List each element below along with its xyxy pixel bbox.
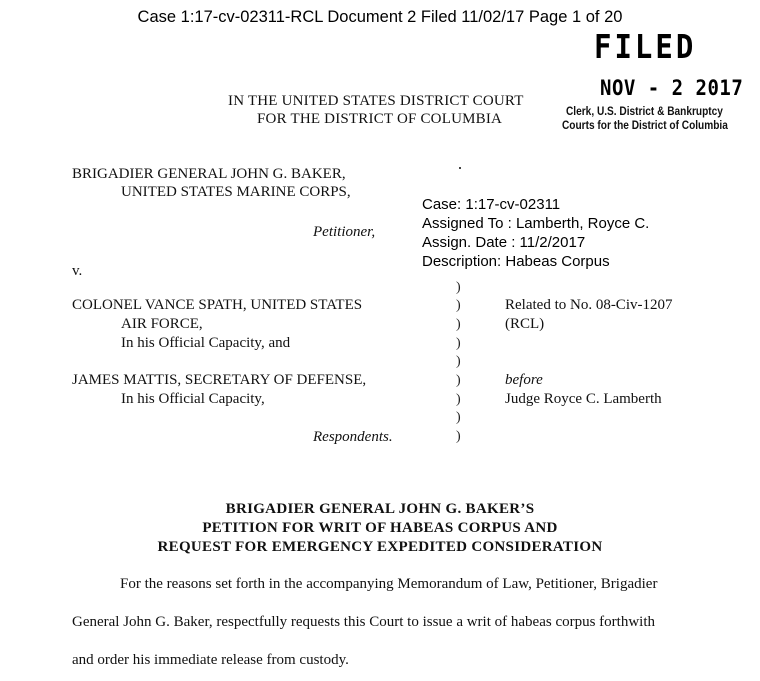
versus: v. — [72, 263, 83, 279]
petitioner-name: BRIGADIER GENERAL JOHN G. BAKER, — [72, 166, 346, 182]
stamp-filed-text: FILED — [594, 28, 697, 67]
petitioner-role: Petitioner, — [313, 224, 376, 240]
caption-paren: ) — [456, 392, 461, 407]
document-title-line-1: BRIGADIER GENERAL JOHN G. BAKER’S — [225, 501, 535, 517]
respondent-1-name: COLONEL VANCE SPATH, UNITED STATES — [72, 297, 363, 313]
scan-speck — [459, 167, 461, 169]
document-title-line-3: REQUEST FOR EMERGENCY EXPEDITED CONSIDERATION — [157, 539, 603, 555]
ecf-case-header: Case 1:17-cv-02311-RCL Document 2 Filed 11/02/17 Page 1 of 20 — [137, 8, 623, 26]
caption-paren: ) — [456, 298, 461, 313]
caption-paren: ) — [456, 336, 461, 351]
document-title-line-2: PETITION FOR WRIT OF HABEAS CORPUS AND — [202, 520, 558, 536]
stamp-clerk-line-2: Courts for the District of Columbia — [562, 120, 728, 132]
case-number: Case: 1:17-cv-02311 — [422, 196, 561, 213]
caption-paren: ) — [456, 429, 461, 444]
court-name: IN THE UNITED STATES DISTRICT COURT — [228, 93, 524, 109]
body-line-1: For the reasons set forth in the accompanying Memorandum of Law, Petitioner, Brigadier — [120, 576, 658, 592]
caption-paren: ) — [456, 354, 461, 369]
related-case-suffix: (RCL) — [505, 316, 545, 332]
assign-date: Assign. Date : 11/2/2017 — [422, 234, 586, 251]
caption-paren: ) — [456, 280, 461, 295]
case-description: Description: Habeas Corpus — [422, 253, 610, 270]
stamp-date: NOV - 2 2017 — [600, 76, 744, 101]
respondent-1-branch: AIR FORCE, — [121, 316, 203, 332]
caption-paren: ) — [456, 317, 461, 332]
assigned-to: Assigned To : Lamberth, Royce C. — [422, 215, 650, 232]
stamp-clerk-line-1: Clerk, U.S. District & Bankruptcy — [566, 106, 723, 118]
respondent-1-capacity: In his Official Capacity, and — [121, 335, 291, 351]
body-line-3: and order his immediate release from custody. — [72, 652, 349, 668]
petitioner-branch: UNITED STATES MARINE CORPS, — [121, 184, 351, 200]
before-label: before — [505, 372, 543, 388]
respondent-2-name: JAMES MATTIS, SECRETARY OF DEFENSE, — [72, 372, 367, 388]
body-line-2: General John G. Baker, respectfully requests this Court to issue a writ of habeas corpus forthwith — [72, 614, 656, 630]
judge-name: Judge Royce C. Lamberth — [505, 391, 662, 407]
caption-paren: ) — [456, 410, 461, 425]
caption-paren: ) — [456, 373, 461, 388]
court-district: FOR THE DISTRICT OF COLUMBIA — [257, 111, 503, 127]
respondents-role: Respondents. — [313, 429, 393, 445]
related-case: Related to No. 08-Civ-1207 — [505, 297, 673, 313]
respondent-2-capacity: In his Official Capacity, — [121, 391, 265, 407]
